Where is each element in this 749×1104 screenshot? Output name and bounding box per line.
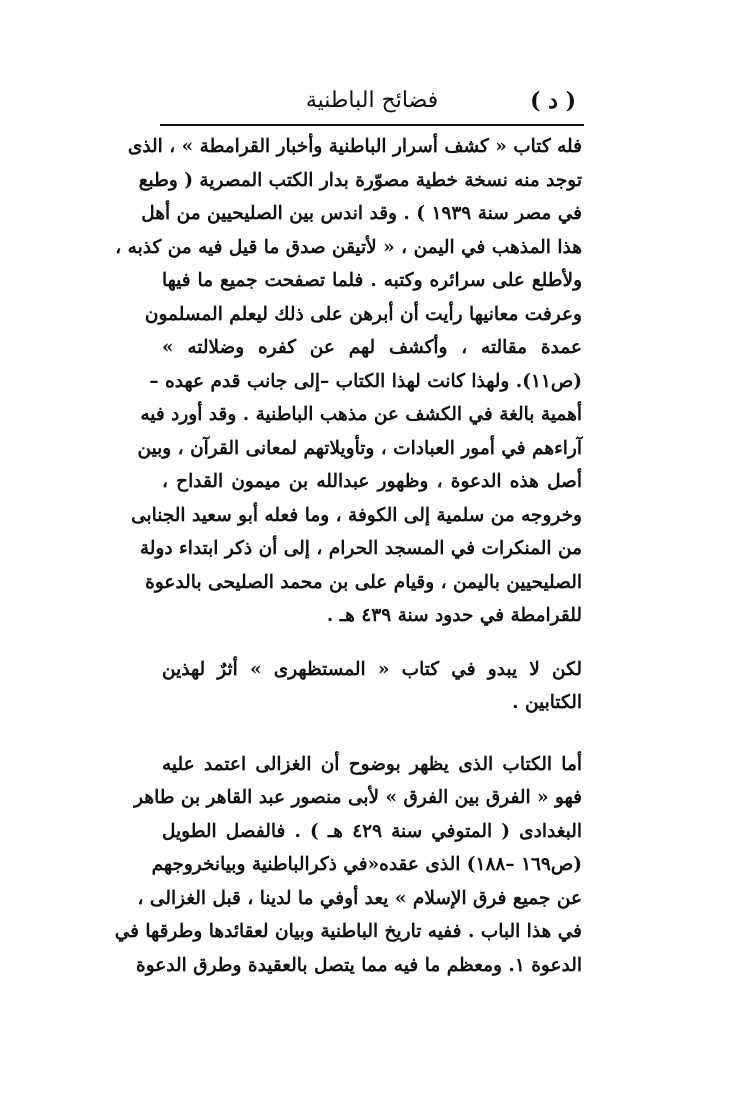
text-line: في هذا الباب . ففيه تاريخ الباطنية وبيان لعقائدها وطرقها في	[114, 921, 582, 942]
text-line: الصليحيين باليمن ، وقيام على بن محمد الصليحى بالدعوة	[145, 571, 582, 593]
text-line: ولأطلع على سرائره وكتبه . فلما تصفحت جميع ما فيها	[162, 270, 582, 291]
paragraph	[162, 653, 582, 720]
text-line: وخروجه من سلمية إلى الكوفة ، وما فعله أبو سعيد الجنابى	[131, 504, 582, 526]
text-line: (ص١٦٩ –١٨٨) الذى عقده«في ذكرالباطنية وبيانخروجهم	[151, 854, 582, 875]
text-line: لكن لا يبدو في كتاب « المستظهرى » أثرٌ لهذين	[162, 658, 582, 680]
text-line: الدعوة ١. ومعظم ما فيه مما يتصل بالعقيدة وطرق الدعوة	[136, 954, 582, 976]
text-line: (ص١١). ولهذا كانت لهذا الكتاب –إلى جانب قدم عهده –	[149, 370, 582, 392]
text-line: أهمية بالغة في الكشف عن مذهب الباطنية . وقد أورد فيه	[140, 404, 582, 425]
text-line: البغدادى ( المتوفي سنة ٤٢٩ هـ ) . فالفصل الطويل	[162, 820, 582, 842]
text-line: فله كتاب « كشف أسرار الباطنية وأخبار القرامطة » ، الذى	[127, 136, 582, 157]
text-line: عن جميع فرق الإسلام » يعد أوفي ما لدينا ، قبل الغزالى ،	[137, 887, 582, 909]
text-line: من المنكرات في المسجد الحرام ، إلى أن ذكر ابتداء دولة	[139, 538, 582, 559]
body-text	[114, 130, 582, 982]
page-number: ( د )	[530, 88, 576, 114]
text-line: هذا المذهب في اليمن ، « لأتيقن صدق ما قيل فيه من كذبه ،	[115, 236, 582, 258]
text-line: عمدة مقالته ، وأكشف لهم عن كفره وضلالته »	[162, 337, 582, 358]
header-divider	[160, 124, 584, 126]
paragraph	[115, 130, 582, 633]
text-line: أصل هذه الدعوة ، وظهور عبدالله بن ميمون القداح ،	[162, 471, 582, 492]
running-title: فضائح الباطنية	[305, 88, 439, 113]
text-line: أما الكتاب الذى يظهر بوضوح أن الغزالى اعتمد عليه	[162, 753, 582, 775]
text-line: الكتابين .	[512, 692, 582, 713]
paragraph	[114, 748, 582, 983]
text-line: وعرفت معانيها رأيت أن أبرهن على ذلك ليعلم المسلمون	[144, 303, 582, 325]
text-line: في مصر سنة ١٩٣٩ ) . وقد اندس بين الصليحيين من أهل	[141, 203, 582, 224]
text-line: للقرامطة في حدود سنة ٤٣٩ هـ .	[326, 605, 582, 626]
text-line: توجد منه نسخة خطية مصوّرة بدار الكتب المصرية ( وطبع	[138, 169, 582, 191]
running-header	[160, 84, 584, 118]
text-line: آراءهم في أمور العبادات ، وتأويلاتهم لمعانى القرآن ، وبين	[137, 437, 582, 459]
text-line: فهو « الفرق بين الفرق » لأبى منصور عبد القاهر بن طاهر	[134, 787, 582, 808]
